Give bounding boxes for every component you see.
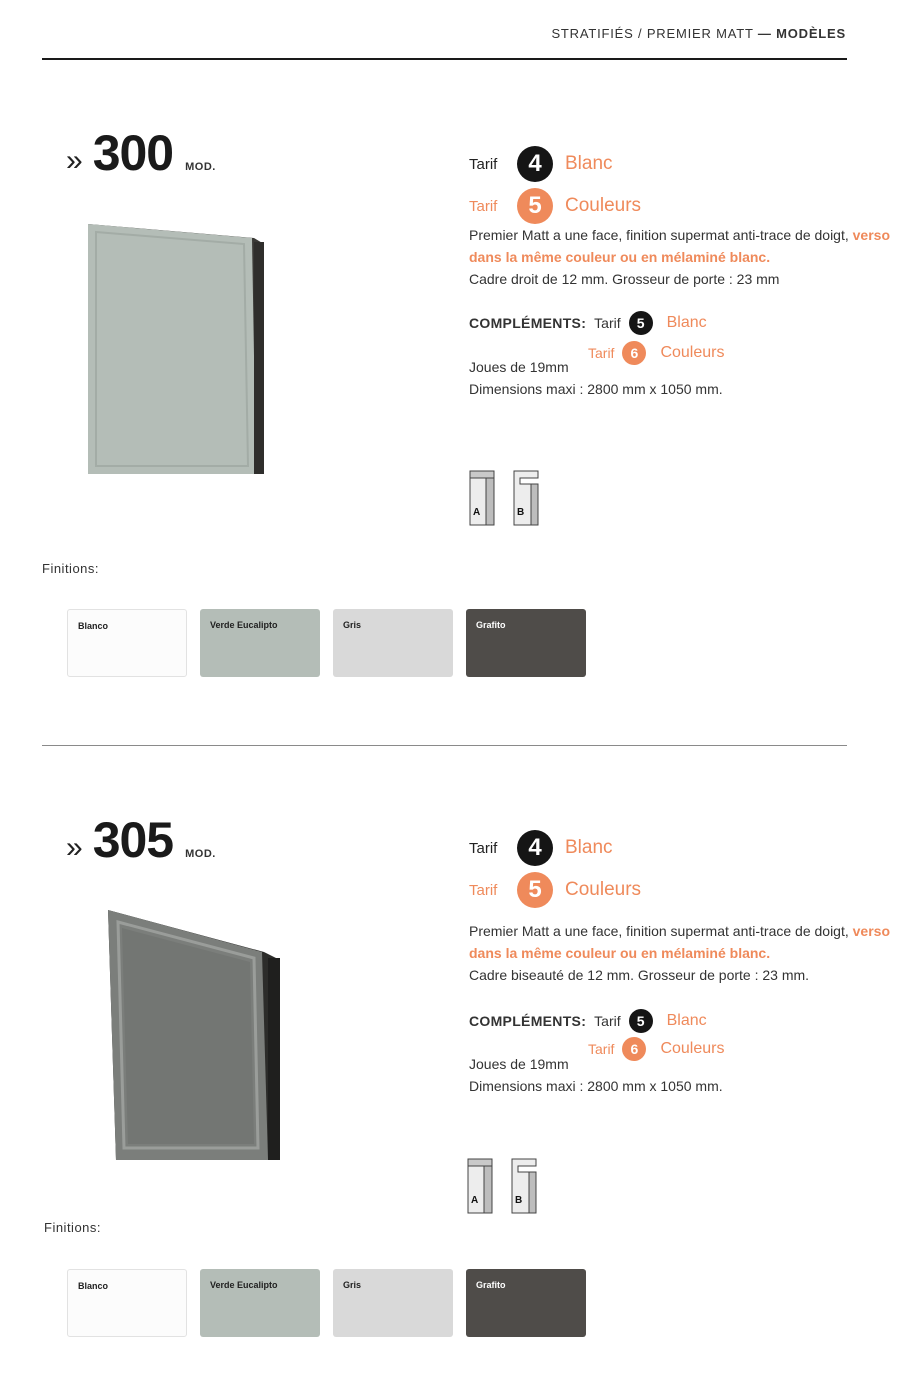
swatch-verde-eucalipto[interactable] [200,609,320,677]
complement-name: Blanc [666,314,707,331]
tarif-number-badge: 5 [517,872,553,908]
complement-name: Blanc [666,1012,707,1029]
swatch-blanco[interactable] [67,609,187,677]
tarif-name: Couleurs [565,879,642,900]
swatch-label: Grafito [476,620,506,630]
tarif-row-couleurs [469,872,641,908]
complements-label: COMPLÉMENTS: [469,315,587,331]
swatch-label: Gris [343,620,362,630]
edge-profiles [469,470,539,526]
model-heading [66,125,216,181]
description-frame: Cadre droit de 12 mm. Grosseur de porte : 23 mm [469,271,780,287]
model-label: MOD. [185,161,216,173]
complement-name: Couleurs [660,1040,725,1057]
profile-a-icon [469,470,495,526]
swatch-verde-eucalipto[interactable] [200,1269,320,1337]
section-divider [42,745,847,746]
finitions-label: Finitions: [44,1220,102,1235]
tarif-number-badge: 5 [517,188,553,224]
profile-a-letter: A [473,507,481,518]
dimensions-text: Dimensions maxi : 2800 mm x 1050 mm. [469,381,723,397]
tarif-row-couleurs [469,188,641,224]
page-header [551,26,846,41]
swatch-gris[interactable] [333,609,453,677]
header-rule [42,58,847,60]
swatch-label: Blanco [78,1281,109,1291]
complements-row [469,1009,707,1033]
model-description [469,224,899,290]
tarif-name: Couleurs [565,195,642,216]
complement-number-badge: 6 [622,341,646,365]
complements-label: COMPLÉMENTS: [469,1013,587,1029]
edge-profiles [467,1158,537,1214]
finitions-label: Finitions: [42,561,100,576]
complement-tarif-label: Tarif [588,345,615,361]
door-image-300 [84,220,266,474]
swatch-grafito[interactable] [466,1269,586,1337]
finitions-swatches [67,609,586,677]
description-highlight: verso dans la même couleur ou en mélaminé blanc. [469,923,890,961]
tarif-number-badge: 4 [517,830,553,866]
swatch-label: Verde Eucalipto [210,1280,278,1290]
complement-tarif-label: Tarif [588,1041,615,1057]
swatch-gris[interactable] [333,1269,453,1337]
swatch-label: Verde Eucalipto [210,620,278,630]
tarif-number-badge: 4 [517,146,553,182]
description-text: Premier Matt a une face, finition supermat anti-trace de doigt, [469,923,853,939]
complements-row [469,311,707,335]
tarif-row-blanc [469,830,613,866]
complement-tarif-label: Tarif [594,315,621,331]
model-extra-info [469,1053,723,1097]
tarif-label: Tarif [469,155,498,173]
complement-number-badge: 6 [622,1037,646,1061]
swatch-grafito[interactable] [466,609,586,677]
complement-name: Couleurs [660,344,725,361]
swatch-blanco[interactable] [67,1269,187,1337]
swatch-label: Gris [343,1280,362,1290]
profile-b-letter: B [515,1195,523,1206]
profile-b [513,470,539,526]
profile-a [467,1158,493,1214]
tarif-label: Tarif [469,839,498,857]
double-chevron-icon: » [66,831,83,864]
model-number: 300 [92,125,174,181]
tarif-row-blanc [469,146,613,182]
model-description [469,920,899,986]
profile-b [511,1158,537,1214]
complement-number-badge: 5 [629,1009,653,1033]
profile-a-letter: A [471,1195,479,1206]
model-extra-info [469,356,723,400]
swatch-label: Grafito [476,1280,506,1290]
profile-b-icon [511,1158,537,1214]
description-highlight: verso dans la même couleur ou en mélaminé blanc. [469,227,890,265]
finitions-swatches [67,1269,586,1337]
door-image-305 [104,908,286,1162]
profile-b-icon [513,470,539,526]
header-section: MODÈLES [776,26,846,41]
header-separator: — [757,26,772,41]
swatch-label: Blanco [78,621,109,631]
description-frame: Cadre biseauté de 12 mm. Grosseur de porte : 23 mm. [469,967,810,983]
double-chevron-icon: » [66,144,83,177]
joues-text: Joues de 19mm [469,359,569,375]
dimensions-text: Dimensions maxi : 2800 mm x 1050 mm. [469,1078,723,1094]
complement-number-badge: 5 [629,311,653,335]
model-label: MOD. [185,848,216,860]
tarif-label: Tarif [469,881,498,899]
tarif-label: Tarif [469,197,498,215]
joues-text: Joues de 19mm [469,1056,569,1072]
header-path: STRATIFIÉS / PREMIER MATT [551,26,754,41]
tarif-name: Blanc [565,837,613,858]
profile-a-icon [467,1158,493,1214]
profile-a [469,470,495,526]
complement-tarif-label: Tarif [594,1013,621,1029]
tarif-name: Blanc [565,153,613,174]
description-text: Premier Matt a une face, finition supermat anti-trace de doigt, [469,227,853,243]
model-number: 305 [92,812,174,868]
model-heading [66,812,216,868]
profile-b-letter: B [517,507,525,518]
